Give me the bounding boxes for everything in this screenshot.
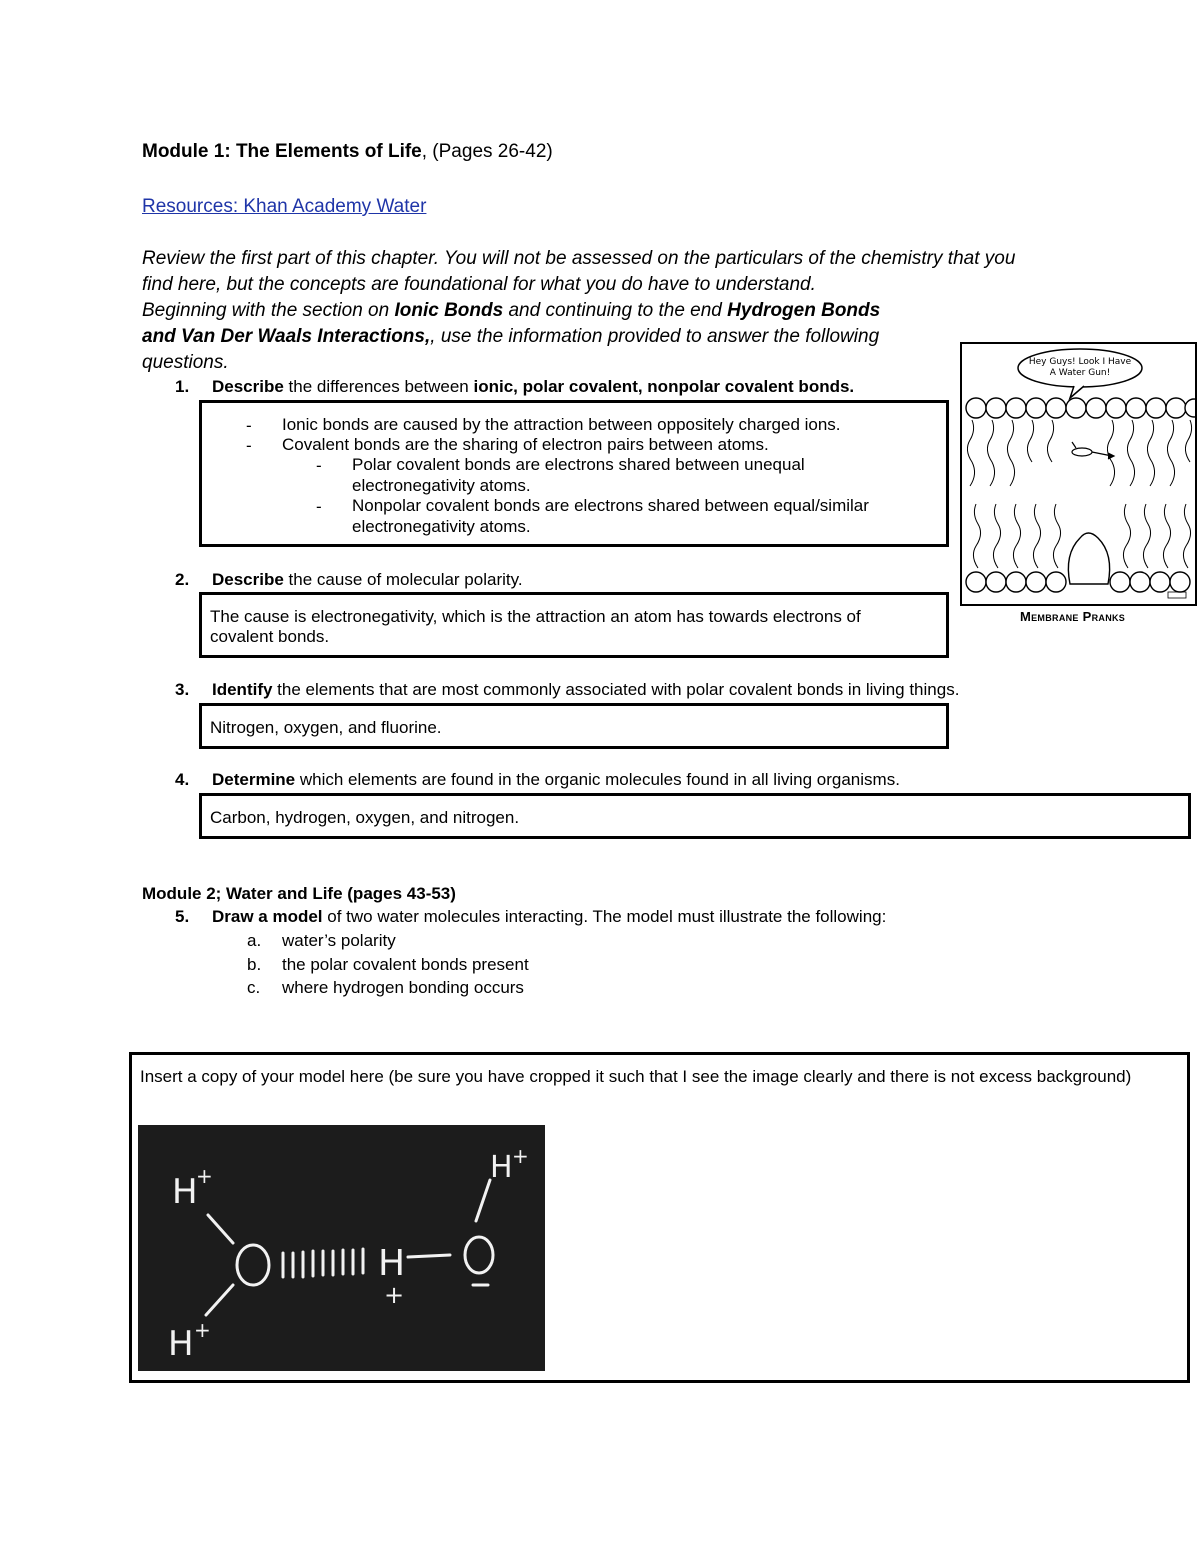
water-model-image [138,1125,545,1371]
q5-item-c-marker: c. [247,978,261,997]
q1-number: 1. [175,377,190,396]
intro-van-der-waals: and Van Der Waals Interactions, [142,326,431,347]
q2-answer-line-2: covalent bonds. [210,627,330,646]
q1-dash-3: - [316,456,322,475]
q1-dash-4: - [316,497,322,516]
q1-sub-answer-1-cont: electronegativity atoms. [352,476,531,495]
membrane-cartoon [960,342,1197,606]
q5-verb: Draw a model [212,907,323,926]
intro-line-1: Review the first part of this chapter. You will not be assessed on the particulars of the chemistry that you [142,248,1016,269]
q4-verb: Determine [212,770,296,789]
h-right-charge: + [512,1144,529,1168]
q3-prompt [212,680,959,700]
q3-verb: Identify [212,680,273,699]
q1-answer-box[interactable] [199,400,949,547]
module1-title-pages: , (Pages 26-42) [421,141,553,162]
model-prompt: Insert a copy of your model here (be sure you have cropped it such that I see the image clearly and there is not excess background) [140,1067,1132,1086]
q1-dash-1: - [246,416,252,435]
module2-title: Module 2; Water and Life (pages 43-53) [142,884,456,903]
q1-verb: Describe [212,377,284,396]
q1-text-a: the differences between [283,377,474,396]
q1-dash-2: - [246,436,252,455]
intro-line-2: find here, but the concepts are foundational for what you do have to understand. [142,274,816,295]
speech-line-2: A Water Gun! [1049,368,1111,378]
resource-link[interactable]: Resources: Khan Academy Water [142,196,427,217]
q3-text: the elements that are most commonly associated with polar covalent bonds in living things. [272,680,960,699]
q2-verb: Describe [212,570,284,589]
intro-paragraph [142,246,1072,376]
q3-number: 3. [175,680,190,699]
h-atom-left-bottom: H [168,1324,194,1364]
speech-line-1: Hey Guys! Look I Have [1028,357,1132,367]
q5-text: of two water molecules interacting. The model must illustrate the following: [322,907,887,926]
intro-line-3-a: Beginning with the section on [142,300,395,321]
h-left-bottom-charge: + [194,1318,211,1342]
q4-text: which elements are found in the organic molecules found in all living organisms. [295,770,900,789]
h-left-top-charge: + [196,1164,213,1188]
q1-sub-answer-1: Polar covalent bonds are electrons shared between unequal [352,455,805,474]
q1-sub-answer-2: Nonpolar covalent bonds are electrons shared between equal/similar [352,496,869,515]
q5-item-c: where hydrogen bonding occurs [282,978,524,997]
h-atom-left-top: H [172,1172,198,1212]
water-model-drawing [138,1125,545,1371]
q4-answer: Carbon, hydrogen, oxygen, and nitrogen. [210,808,520,827]
q1-prompt [212,377,854,397]
h-atom-right: H [490,1150,513,1185]
q5-item-b: the polar covalent bonds present [282,955,529,974]
q4-prompt [212,770,900,790]
module1-title [142,141,553,163]
q1-answer-2: Covalent bonds are the sharing of electron pairs between atoms. [282,435,769,454]
intro-line-3 [142,298,1072,324]
intro-hydrogen-bonds: Hydrogen Bonds [727,300,881,321]
intro-line-5: questions. [142,352,229,373]
intro-ionic-bonds: Ionic Bonds [394,300,504,321]
h-atom-bonding: H [378,1243,406,1284]
q5-item-a-marker: a. [247,931,262,950]
q5-item-b-marker: b. [247,955,262,974]
q3-answer-box[interactable] [199,703,949,749]
q3-answer: Nitrogen, oxygen, and fluorine. [210,718,442,737]
q2-answer-line-1: The cause is electronegativity, which is the attraction an atom has towards electrons of [210,607,861,626]
q4-number: 4. [175,770,190,789]
q5-item-a: water’s polarity [282,931,396,950]
q5-prompt [212,907,886,927]
q4-answer-box[interactable] [199,793,1191,839]
q2-answer-box[interactable] [199,592,949,658]
q2-number: 2. [175,570,190,589]
q1-answer-1: Ionic bonds are caused by the attraction between oppositely charged ions. [282,415,841,434]
cartoon-caption: Membrane Pranks [1020,609,1126,624]
q5-number: 5. [175,907,190,926]
intro-line-4 [142,324,1072,350]
intro-line-4-b: , use the information provided to answer the following [430,326,880,347]
module1-title-bold: Module 1: The Elements of Life [142,141,422,162]
h-bonding-charge: + [384,1281,405,1309]
membrane-cartoon-drawing [962,344,1195,604]
intro-line-3-c: and continuing to the end [503,300,728,321]
q2-prompt [212,570,523,590]
q2-text: the cause of molecular polarity. [283,570,523,589]
q1-sub-answer-2-cont: electronegativity atoms. [352,517,531,536]
q1-text-b: ionic, polar covalent, nonpolar covalent bonds. [473,377,855,396]
